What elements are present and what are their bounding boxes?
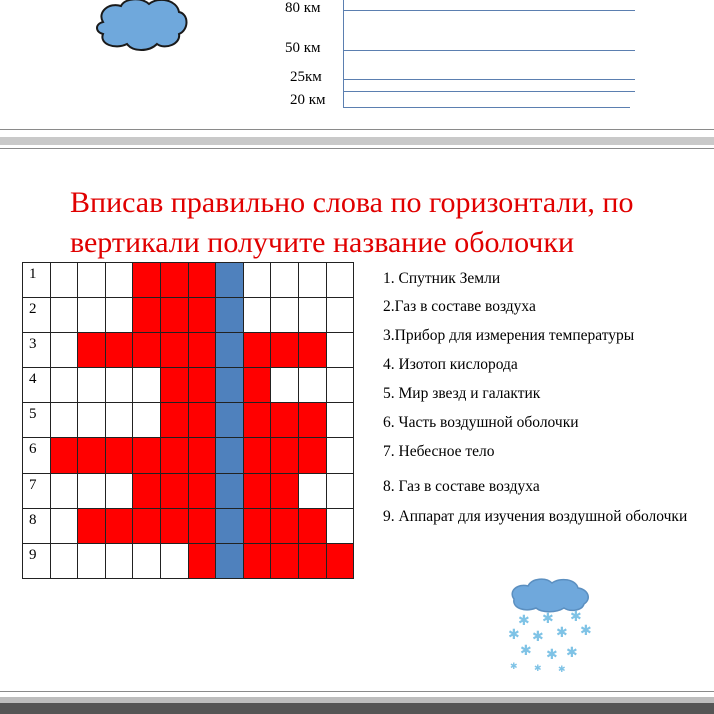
crossword-cell[interactable] bbox=[326, 543, 354, 578]
svg-text:✱: ✱ bbox=[542, 611, 554, 627]
crossword-cell[interactable] bbox=[216, 543, 244, 578]
crossword-cell[interactable] bbox=[188, 263, 216, 298]
altitude-label-50: 50 км bbox=[285, 40, 321, 56]
cloud-icon bbox=[95, 0, 190, 52]
crossword-cell[interactable] bbox=[188, 368, 216, 403]
title-line-2: вертикали получите название оболочки bbox=[70, 226, 575, 259]
crossword-cell[interactable] bbox=[78, 298, 106, 333]
crossword-cell[interactable] bbox=[326, 438, 354, 473]
crossword-cell[interactable] bbox=[105, 298, 133, 333]
svg-text:✱: ✱ bbox=[534, 664, 542, 674]
svg-text:✱: ✱ bbox=[558, 665, 566, 675]
row-number: 8 bbox=[23, 508, 51, 543]
crossword-cell[interactable] bbox=[298, 473, 326, 508]
altitude-label-25: 25км bbox=[290, 69, 322, 85]
crossword-cell[interactable] bbox=[298, 403, 326, 438]
crossword-cell[interactable] bbox=[160, 333, 188, 368]
crossword-cell[interactable] bbox=[188, 508, 216, 543]
clue-6: 6. Часть воздушной оболочки bbox=[383, 414, 579, 431]
crossword-cell[interactable] bbox=[326, 473, 354, 508]
crossword-cell[interactable] bbox=[133, 263, 161, 298]
crossword-cell[interactable] bbox=[105, 333, 133, 368]
crossword-row bbox=[23, 368, 354, 403]
crossword-cell[interactable] bbox=[326, 263, 354, 298]
altitude-line-20a bbox=[343, 91, 635, 92]
crossword-cell[interactable] bbox=[298, 333, 326, 368]
crossword-grid bbox=[22, 262, 354, 579]
crossword-cell[interactable] bbox=[105, 403, 133, 438]
crossword-cell[interactable] bbox=[50, 543, 78, 578]
crossword-cell[interactable] bbox=[243, 543, 271, 578]
slide-separator bbox=[0, 137, 714, 145]
crossword-cell[interactable] bbox=[50, 368, 78, 403]
crossword-cell[interactable] bbox=[298, 438, 326, 473]
crossword-row bbox=[23, 543, 354, 578]
row-number: 9 bbox=[23, 543, 51, 578]
altitude-line-50 bbox=[343, 50, 635, 51]
crossword-cell[interactable] bbox=[326, 298, 354, 333]
crossword-cell[interactable] bbox=[133, 368, 161, 403]
crossword-cell[interactable] bbox=[271, 368, 299, 403]
svg-text:✱: ✱ bbox=[518, 613, 530, 629]
crossword-cell[interactable] bbox=[50, 508, 78, 543]
crossword-cell[interactable] bbox=[243, 263, 271, 298]
crossword-cell[interactable] bbox=[298, 368, 326, 403]
crossword-cell[interactable] bbox=[105, 263, 133, 298]
crossword-row bbox=[23, 298, 354, 333]
crossword-cell[interactable] bbox=[271, 298, 299, 333]
crossword-cell[interactable] bbox=[216, 473, 244, 508]
crossword-cell[interactable] bbox=[216, 438, 244, 473]
clue-7: 7. Небесное тело bbox=[383, 443, 495, 460]
clue-4: 4. Изотоп кислорода bbox=[383, 356, 518, 373]
snow-cloud-icon bbox=[500, 575, 605, 675]
crossword-cell[interactable] bbox=[216, 508, 244, 543]
crossword-cell[interactable] bbox=[298, 298, 326, 333]
crossword-cell[interactable] bbox=[216, 403, 244, 438]
crossword-cell[interactable] bbox=[105, 438, 133, 473]
svg-text:✱: ✱ bbox=[510, 662, 518, 672]
svg-text:✱: ✱ bbox=[570, 609, 582, 625]
crossword-cell[interactable] bbox=[105, 508, 133, 543]
crossword-cell[interactable] bbox=[188, 403, 216, 438]
crossword-cell[interactable] bbox=[298, 508, 326, 543]
crossword-cell[interactable] bbox=[188, 333, 216, 368]
crossword-cell[interactable] bbox=[243, 298, 271, 333]
row-number: 5 bbox=[23, 403, 51, 438]
row-number: 4 bbox=[23, 368, 51, 403]
crossword-cell[interactable] bbox=[243, 438, 271, 473]
crossword-cell[interactable] bbox=[216, 368, 244, 403]
svg-text:✱: ✱ bbox=[566, 645, 578, 661]
crossword-cell[interactable] bbox=[78, 368, 106, 403]
crossword-cell[interactable] bbox=[50, 438, 78, 473]
crossword-cell[interactable] bbox=[78, 508, 106, 543]
crossword-cell[interactable] bbox=[160, 368, 188, 403]
clue-8: 8. Газ в составе воздуха bbox=[383, 478, 540, 495]
crossword-cell[interactable] bbox=[271, 543, 299, 578]
clue-5: 5. Мир звезд и галактик bbox=[383, 385, 541, 402]
crossword-cell[interactable] bbox=[271, 438, 299, 473]
crossword-cell[interactable] bbox=[160, 263, 188, 298]
crossword-cell[interactable] bbox=[216, 263, 244, 298]
crossword-cell[interactable] bbox=[271, 508, 299, 543]
crossword-cell[interactable] bbox=[78, 263, 106, 298]
row-number: 2 bbox=[23, 298, 51, 333]
crossword-cell[interactable] bbox=[216, 333, 244, 368]
svg-text:✱: ✱ bbox=[508, 627, 520, 643]
crossword-cell[interactable] bbox=[133, 543, 161, 578]
crossword-cell[interactable] bbox=[326, 368, 354, 403]
svg-text:✱: ✱ bbox=[546, 647, 558, 663]
crossword-cell[interactable] bbox=[243, 368, 271, 403]
crossword-cell[interactable] bbox=[78, 403, 106, 438]
crossword-row bbox=[23, 263, 354, 298]
task-title bbox=[70, 183, 710, 263]
crossword-cell[interactable] bbox=[243, 333, 271, 368]
row-number: 3 bbox=[23, 333, 51, 368]
row-number: 6 bbox=[23, 438, 51, 473]
crossword-cell[interactable] bbox=[298, 263, 326, 298]
crossword-cell[interactable] bbox=[271, 403, 299, 438]
crossword-cell[interactable] bbox=[78, 543, 106, 578]
crossword-cell[interactable] bbox=[50, 263, 78, 298]
crossword-cell[interactable] bbox=[160, 508, 188, 543]
crossword-cell[interactable] bbox=[243, 403, 271, 438]
crossword-cell[interactable] bbox=[50, 333, 78, 368]
crossword-cell[interactable] bbox=[243, 508, 271, 543]
crossword-cell[interactable] bbox=[326, 333, 354, 368]
crossword-cell[interactable] bbox=[326, 508, 354, 543]
crossword-cell[interactable] bbox=[188, 473, 216, 508]
crossword-row bbox=[23, 438, 354, 473]
crossword-cell[interactable] bbox=[105, 543, 133, 578]
crossword-cell[interactable] bbox=[271, 333, 299, 368]
svg-text:✱: ✱ bbox=[532, 629, 544, 645]
altitude-line-80 bbox=[343, 10, 635, 11]
crossword-cell[interactable] bbox=[160, 298, 188, 333]
crossword-cell[interactable] bbox=[105, 368, 133, 403]
clue-9: 9. Аппарат для изучения воздушной оболочки bbox=[383, 508, 688, 525]
row-number: 7 bbox=[23, 473, 51, 508]
crossword-cell[interactable] bbox=[160, 403, 188, 438]
crossword-cell[interactable] bbox=[188, 298, 216, 333]
altitude-line-20b bbox=[343, 107, 630, 108]
clue-2: 2.Газ в составе воздуха bbox=[383, 298, 536, 315]
altitude-label-20: 20 км bbox=[290, 92, 326, 108]
bottom-separator-dark bbox=[0, 703, 714, 714]
clue-3: 3.Прибор для измерения температуры bbox=[383, 327, 635, 344]
crossword-row bbox=[23, 333, 354, 368]
crossword-cell[interactable] bbox=[78, 438, 106, 473]
svg-text:✱: ✱ bbox=[580, 623, 592, 639]
crossword-cell[interactable] bbox=[188, 438, 216, 473]
crossword-cell[interactable] bbox=[133, 403, 161, 438]
row-number: 1 bbox=[23, 263, 51, 298]
crossword-cell[interactable] bbox=[133, 508, 161, 543]
crossword-cell[interactable] bbox=[188, 543, 216, 578]
crossword-cell[interactable] bbox=[243, 473, 271, 508]
crossword-cell[interactable] bbox=[78, 473, 106, 508]
crossword-cell[interactable] bbox=[133, 333, 161, 368]
crossword-cell[interactable] bbox=[133, 298, 161, 333]
crossword-cell[interactable] bbox=[326, 403, 354, 438]
crossword-cell[interactable] bbox=[133, 438, 161, 473]
svg-text:✱: ✱ bbox=[556, 625, 568, 641]
altitude-label-80: 80 км bbox=[285, 0, 321, 16]
crossword-cell[interactable] bbox=[78, 333, 106, 368]
crossword-cell[interactable] bbox=[160, 473, 188, 508]
crossword-cell[interactable] bbox=[271, 473, 299, 508]
crossword-row bbox=[23, 508, 354, 543]
crossword-cell[interactable] bbox=[160, 438, 188, 473]
crossword-cell[interactable] bbox=[50, 298, 78, 333]
crossword-cell[interactable] bbox=[216, 298, 244, 333]
crossword-cell[interactable] bbox=[271, 263, 299, 298]
altitude-line-25 bbox=[343, 79, 635, 80]
crossword-cell[interactable] bbox=[50, 473, 78, 508]
crossword-row bbox=[23, 473, 354, 508]
crossword-cell[interactable] bbox=[133, 473, 161, 508]
crossword-cell[interactable] bbox=[298, 543, 326, 578]
title-line-1: Вписав правильно слова по горизонтали, по bbox=[70, 186, 634, 219]
clue-1: 1. Спутник Земли bbox=[383, 270, 501, 287]
crossword-row bbox=[23, 403, 354, 438]
crossword-cell[interactable] bbox=[50, 403, 78, 438]
svg-text:✱: ✱ bbox=[520, 643, 532, 659]
crossword-cell[interactable] bbox=[105, 473, 133, 508]
crossword-cell[interactable] bbox=[160, 543, 188, 578]
